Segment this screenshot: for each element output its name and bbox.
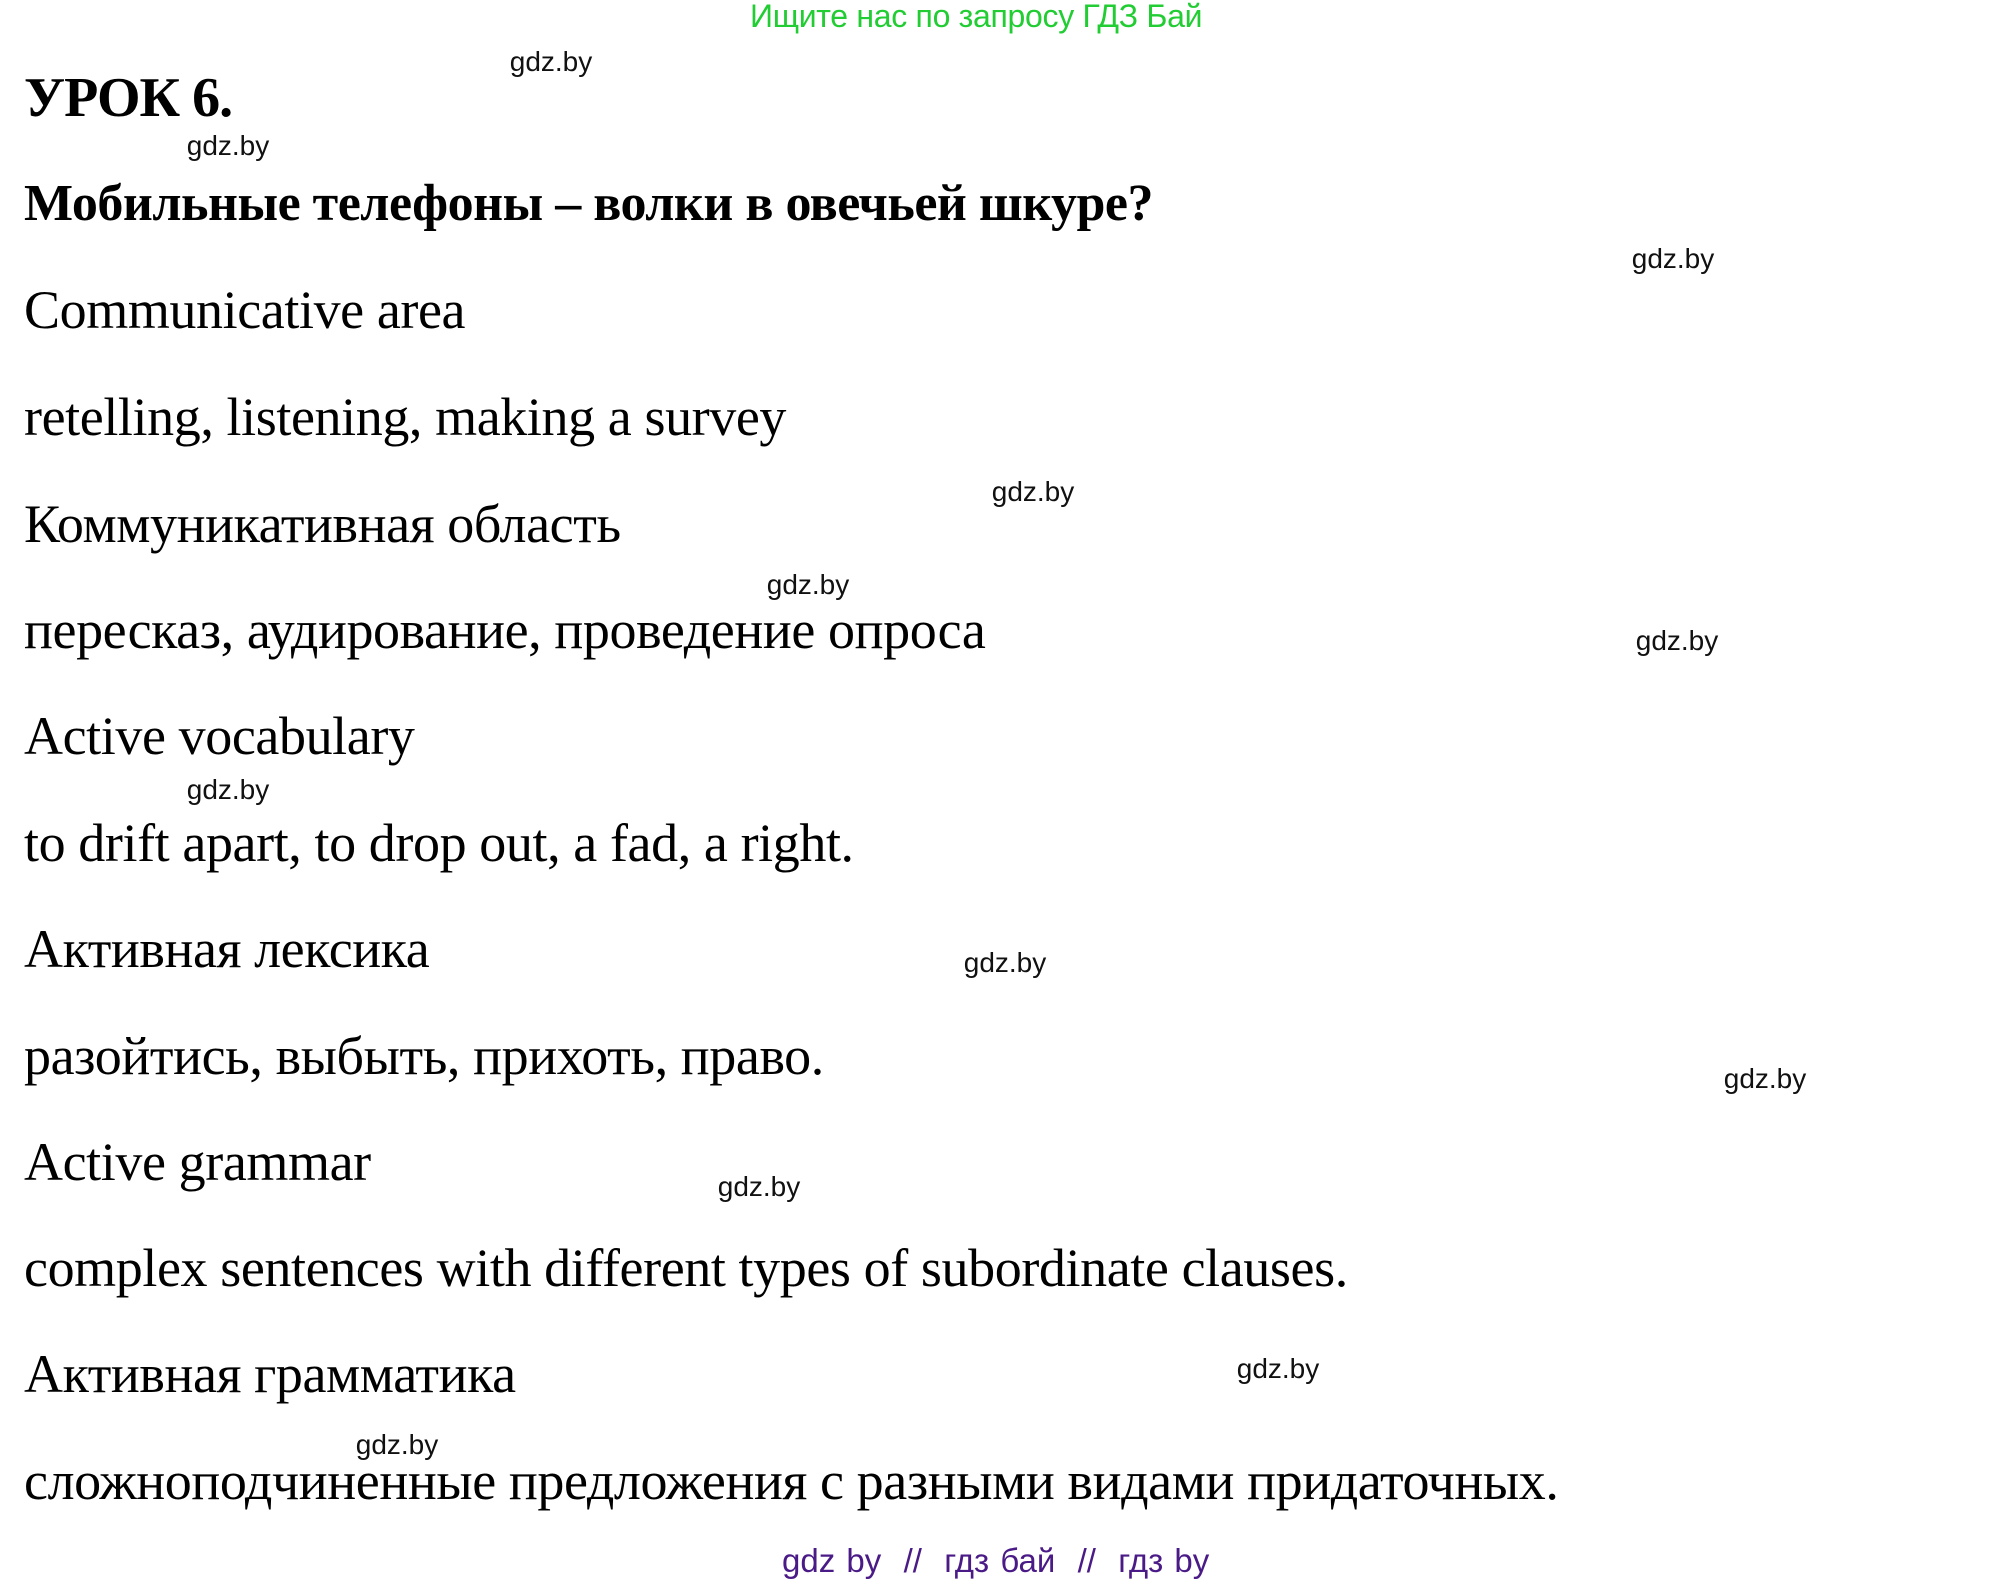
lesson-subtitle: Мобильные телефоны – волки в овечьей шкуре? (24, 175, 1153, 232)
section-content-active-vocabulary: to drift apart, to drop out, a fad, a right. (24, 813, 854, 873)
watermark: gdz.by (991, 476, 1075, 507)
footer-watermark (782, 1542, 1209, 1580)
section-content-active-grammar: complex sentences with different types of subordinate clauses. (24, 1238, 1348, 1298)
watermark: gdz.by (766, 569, 850, 600)
top-search-banner: Ищите нас по запросу ГДЗ Бай (750, 0, 1203, 34)
lesson-title: УРОК 6. (24, 67, 233, 129)
section-heading-aktivnaya-leksika: Активная лексика (24, 919, 430, 979)
section-content-aktivnaya-grammatika: сложноподчиненные предложения с разными видами придаточных. (24, 1451, 1559, 1511)
section-content-aktivnaya-leksika: разойтись, выбыть, прихоть, право. (24, 1026, 824, 1086)
footer-text: gdz by // гдз бай // гдз by (782, 1542, 1210, 1579)
section-heading-active-grammar: Active grammar (24, 1132, 371, 1192)
section-heading-kommunikativnaya-oblast: Коммуникативная область (24, 494, 621, 554)
watermark: gdz.by (1631, 243, 1715, 274)
section-content-kommunikativnaya-oblast: пересказ, аудирование, проведение опроса (24, 600, 986, 660)
watermark: gdz.by (717, 1171, 801, 1202)
section-heading-communicative-area: Communicative area (24, 280, 466, 340)
watermark: gdz.by (186, 130, 270, 161)
section-heading-aktivnaya-grammatika: Активная грамматика (24, 1344, 516, 1404)
watermark: gdz.by (355, 1429, 439, 1460)
watermark: gdz.by (1635, 625, 1719, 656)
section-content-communicative-area: retelling, listening, making a survey (24, 387, 787, 447)
watermark: gdz.by (509, 46, 593, 77)
section-heading-active-vocabulary: Active vocabulary (24, 706, 415, 766)
watermark: gdz.by (1723, 1063, 1807, 1094)
watermark: gdz.by (963, 947, 1047, 978)
watermark: gdz.by (186, 774, 270, 805)
watermark: gdz.by (1236, 1353, 1320, 1384)
